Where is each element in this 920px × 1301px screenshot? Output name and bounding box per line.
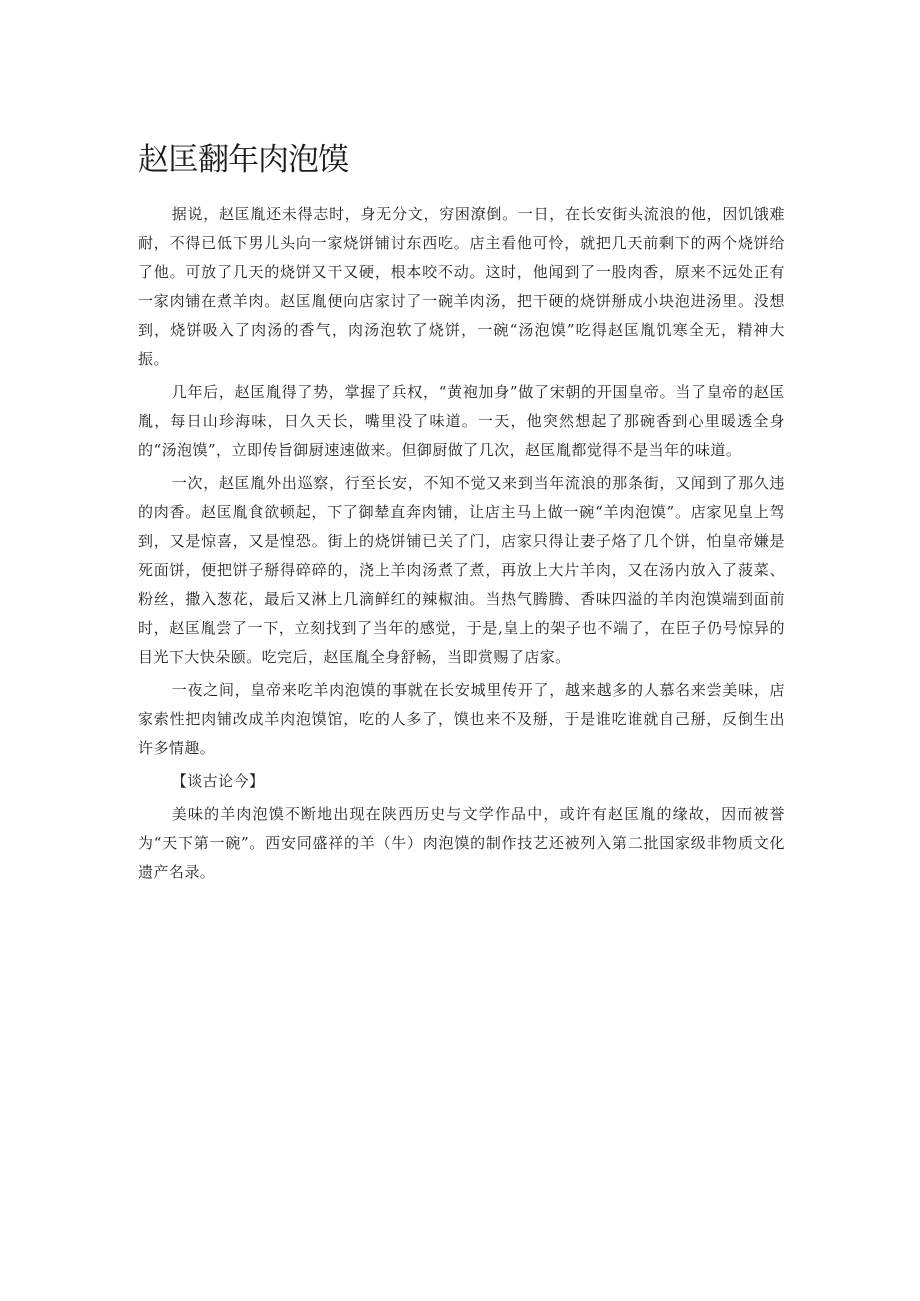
article-body — [138, 200, 785, 891]
section-label: 【谈古论今】 — [171, 772, 265, 790]
paragraph-4: 一夜之间，皇帝来吃羊肉泡馍的事就在长安城里传开了，越来越多的人慕名来尝美味，店家索性把肉铺改成羊肉泡馍馆，吃的人多了，馍也来不及掰，于是谁吃谁就自己掰，反倒生出许多情趣。 — [138, 681, 785, 757]
closing-paragraph: 美味的羊肉泡馍不断地出现在陕西历史与文学作品中，或许有赵匡胤的缘故，因而被誉为“天下第一碗”。西安同盛祥的羊（牛）肉泡馍的制作技艺还被列入第二批国家级非物质文化遗产名录。 — [138, 805, 785, 881]
paragraph-3: 一次，赵匡胤外出巡察，行至长安，不知不觉又来到当年流浪的那条街，又闻到了那久违的肉香。赵匡胤食欲顿起，下了御辇直奔肉铺，让店主马上做一碗“羊肉泡馍”。店家见皇上驾到，又是惊喜，又是惶恐。街上的烧饼铺已关了门，店家只得让妻子烙了几个饼，怕皇帝嫌是死面饼，便把饼子掰得碎碎的，浇上羊肉汤煮了煮，再放上大片羊肉，又在汤内放入了菠菜、粉丝，撒入葱花，最后又淋上几滴鲜红的辣椒油。当热气腾腾、香味四溢的羊肉泡馍端到面前时，赵匡胤尝了一下，立刻找到了当年的感觉，于是,皇上的架子也不端了，在臣子仍号惊异的目光下大快朵颐。吃完后，赵匡胤全身舒畅，当即赏赐了店家。 — [138, 474, 785, 666]
page-title: 赵匡翻年肉泡馍 — [138, 142, 348, 178]
paragraph-1: 据说，赵匡胤还未得志时，身无分文，穷困潦倒。一日，在长安街头流浪的他，因饥饿难耐，不得已低下男儿头向一家烧饼铺讨东西吃。店主看他可怜，就把几天前剩下的两个烧饼给了他。可放了几天的烧饼又干又硬，根本咬不动。这时，他闻到了一股肉香，原来不远处正有一家肉铺在煮羊肉。赵匡胤便向店家讨了一碗羊肉汤，把干硬的烧饼掰成小块泡进汤里。没想到，烧饼吸入了肉汤的香气，肉汤泡软了烧饼，一碗“汤泡馍”吃得赵匡胤饥寒全无，精神大振。 — [138, 205, 785, 368]
paragraph-2: 几年后，赵匡胤得了势，掌握了兵权，“黄袍加身”做了宋朝的开国皇帝。当了皇帝的赵匡胤，每日山珍海味，日久天长，嘴里没了味道。一天，他突然想起了那碗香到心里暖透全身的“汤泡馍”，立即传旨御厨速速做来。但御厨做了几次，赵匡胤都觉得不是当年的味道。 — [138, 383, 785, 459]
